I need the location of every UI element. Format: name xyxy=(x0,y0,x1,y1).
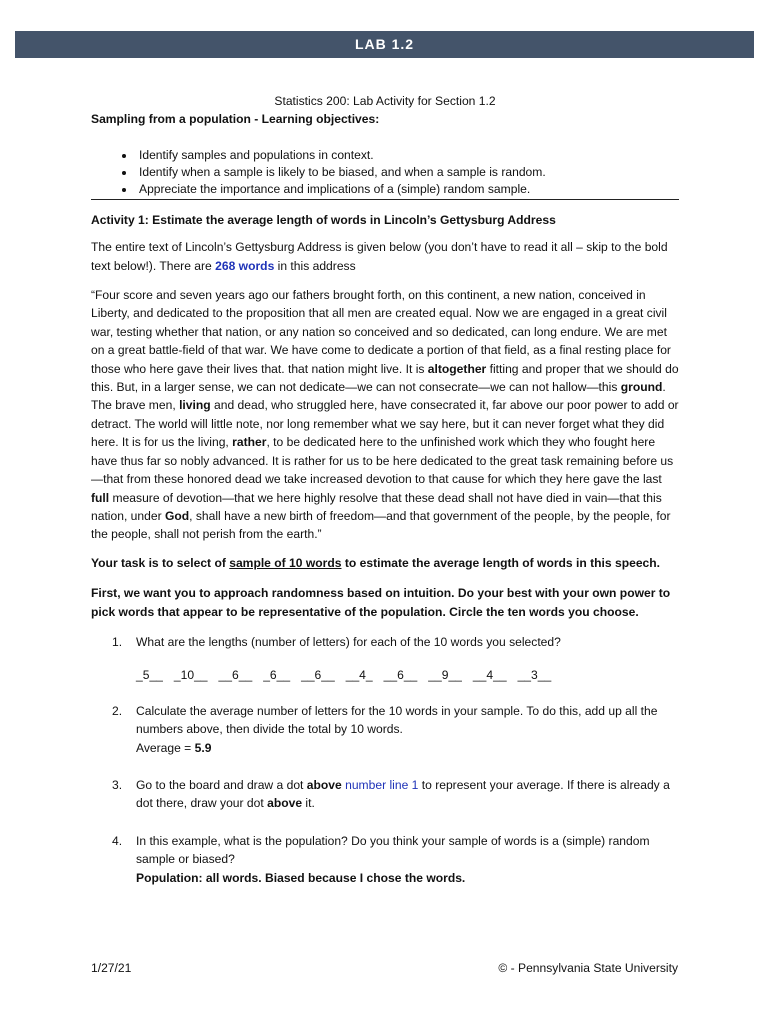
question-number: 4. xyxy=(112,833,123,848)
speech-text: . The brave men, xyxy=(91,380,666,413)
footer-date: 1/27/21 xyxy=(91,961,132,975)
question-1 xyxy=(91,633,679,685)
task-text-end: to estimate the average length of words in this speech. xyxy=(341,555,661,570)
objectives-heading: Sampling from a population - Learning objectives: xyxy=(91,112,380,127)
answer-blank: __6__ xyxy=(383,668,418,683)
question-text: Go to the board and draw a dot xyxy=(136,777,307,792)
answer-blank: __6__ xyxy=(218,668,253,683)
intro-text-end: in this address xyxy=(274,258,356,273)
question-bold-word: above xyxy=(267,796,303,811)
speech-bold-word: living xyxy=(179,398,211,413)
answer-blank: _6__ xyxy=(263,668,291,683)
intuition-instructions: First, we want you to approach randomness based on intuition. Do your best with your own power to pick words that appear to be representative of the population. Circle the ten words you choose. xyxy=(91,586,671,619)
answer-blank: __3__ xyxy=(517,668,552,683)
document-body xyxy=(91,92,679,887)
question-4 xyxy=(91,832,679,887)
question-number: 1. xyxy=(112,634,123,649)
question-bold-word: above xyxy=(306,777,342,792)
task-sample-size: sample of 10 words xyxy=(229,555,342,570)
question-text: Calculate the average number of letters for the 10 words in your sample. To do this, add up all the numbers above, then divide the total by 10 words. xyxy=(136,703,658,737)
answer-blank: _10__ xyxy=(173,668,208,683)
activity-heading: Activity 1: Estimate the average length of words in Lincoln’s Gettysburg Address xyxy=(91,212,556,227)
objective-item: • Appreciate the importance and implications of a (simple) random sample. xyxy=(136,181,679,198)
course-title: Statistics 200: Lab Activity for Section 1.2 xyxy=(274,94,496,108)
speech-text: , to be dedicated here to the unfinished work which they who fought here have thus far so nobly advanced. It is rather for us to be here dedicated to the great task remaining before us—that from these honored dead we take increased devotion to that cause for which they here gave the last xyxy=(91,435,674,487)
question-text: What are the lengths (number of letters) for each of the 10 words you selected? xyxy=(136,634,561,649)
question-3 xyxy=(91,776,679,813)
question-text: to represent your average. If there is already a dot there, draw your dot xyxy=(136,777,670,811)
objective-item: • Identify samples and populations in context. xyxy=(136,147,679,164)
speech-bold-word: rather xyxy=(232,435,267,450)
average-answer xyxy=(136,739,679,757)
objective-item: • Identify when a sample is likely to be biased, and when a sample is random. xyxy=(136,164,679,181)
question-text: In this example, what is the population? Do you think your sample of words is a (simple) random sample or biased? xyxy=(136,833,650,867)
speech-text: fitting and proper that we should do this. But, in a larger sense, we can not dedicate—we can not consecrate—we can not hallow—this xyxy=(91,361,679,395)
speech-text: “Four score and seven years ago our fathers brought forth, on this continent, a new nation, conceived in Liberty, and dedicated to the proposition that all men are created equal. Now we are engaged in a great civil war, testing whether that nation, or any nation so conceived and so dedicated, can long endure. We are met on a great battle-field of that war. We have come to dedicate a portion of that field, as a final resting place for those who here gave their lives that. that nation might live. It is xyxy=(91,288,671,376)
speech-text: measure of devotion—that we here highly resolve that these dead shall not have died in vain—that this nation, under xyxy=(91,490,662,523)
speech-text: and dead, who struggled here, have consecrated it, far above our poor power to add or detract. The world will little note, nor long remember what we say here, but it can never forget what they did here. It is for us the living, xyxy=(91,398,679,450)
word-count: 268 words xyxy=(215,258,275,273)
footer-copyright: © - Pennsylvania State University xyxy=(498,961,678,975)
task-text: Your task is to select of xyxy=(91,555,230,570)
answer-blank: _5__ xyxy=(136,668,163,683)
answer-blank: __4_ xyxy=(345,668,373,683)
answer-blank: __4__ xyxy=(472,668,507,683)
number-line-reference: number line 1 xyxy=(345,777,419,792)
population-answer: Population: all words. Biased because I chose the words. xyxy=(136,870,466,885)
speech-bold-word: God xyxy=(164,508,190,523)
objectives-list xyxy=(91,147,679,198)
intro-text: The entire text of Lincoln’s Gettysburg Address is given below (you don’t have to read it all – skip to the bold text below!). There are xyxy=(91,240,668,273)
question-text: it. xyxy=(302,796,315,811)
word-length-answers xyxy=(136,666,679,684)
answer-blank: __6__ xyxy=(301,668,335,683)
question-number: 3. xyxy=(112,777,123,792)
lab-title-banner: LAB 1.2 xyxy=(15,31,754,58)
speech-bold-word: altogether xyxy=(427,361,487,376)
average-value: 5.9 xyxy=(194,740,212,755)
activity-intro xyxy=(91,238,679,275)
speech-text: , shall have a new birth of freedom—and that government of the people, by the people, for the people, shall not perish from the earth.” xyxy=(91,508,671,542)
speech-bold-word: full xyxy=(91,490,110,505)
questions-list xyxy=(91,633,679,887)
speech-bold-word: ground xyxy=(620,380,663,395)
task-statement xyxy=(91,554,679,572)
question-2 xyxy=(91,702,679,757)
gettysburg-address-text xyxy=(91,286,679,544)
answer-blank: __9__ xyxy=(428,668,462,683)
question-number: 2. xyxy=(112,703,123,718)
section-divider xyxy=(91,199,679,200)
average-label: Average = xyxy=(136,740,195,755)
